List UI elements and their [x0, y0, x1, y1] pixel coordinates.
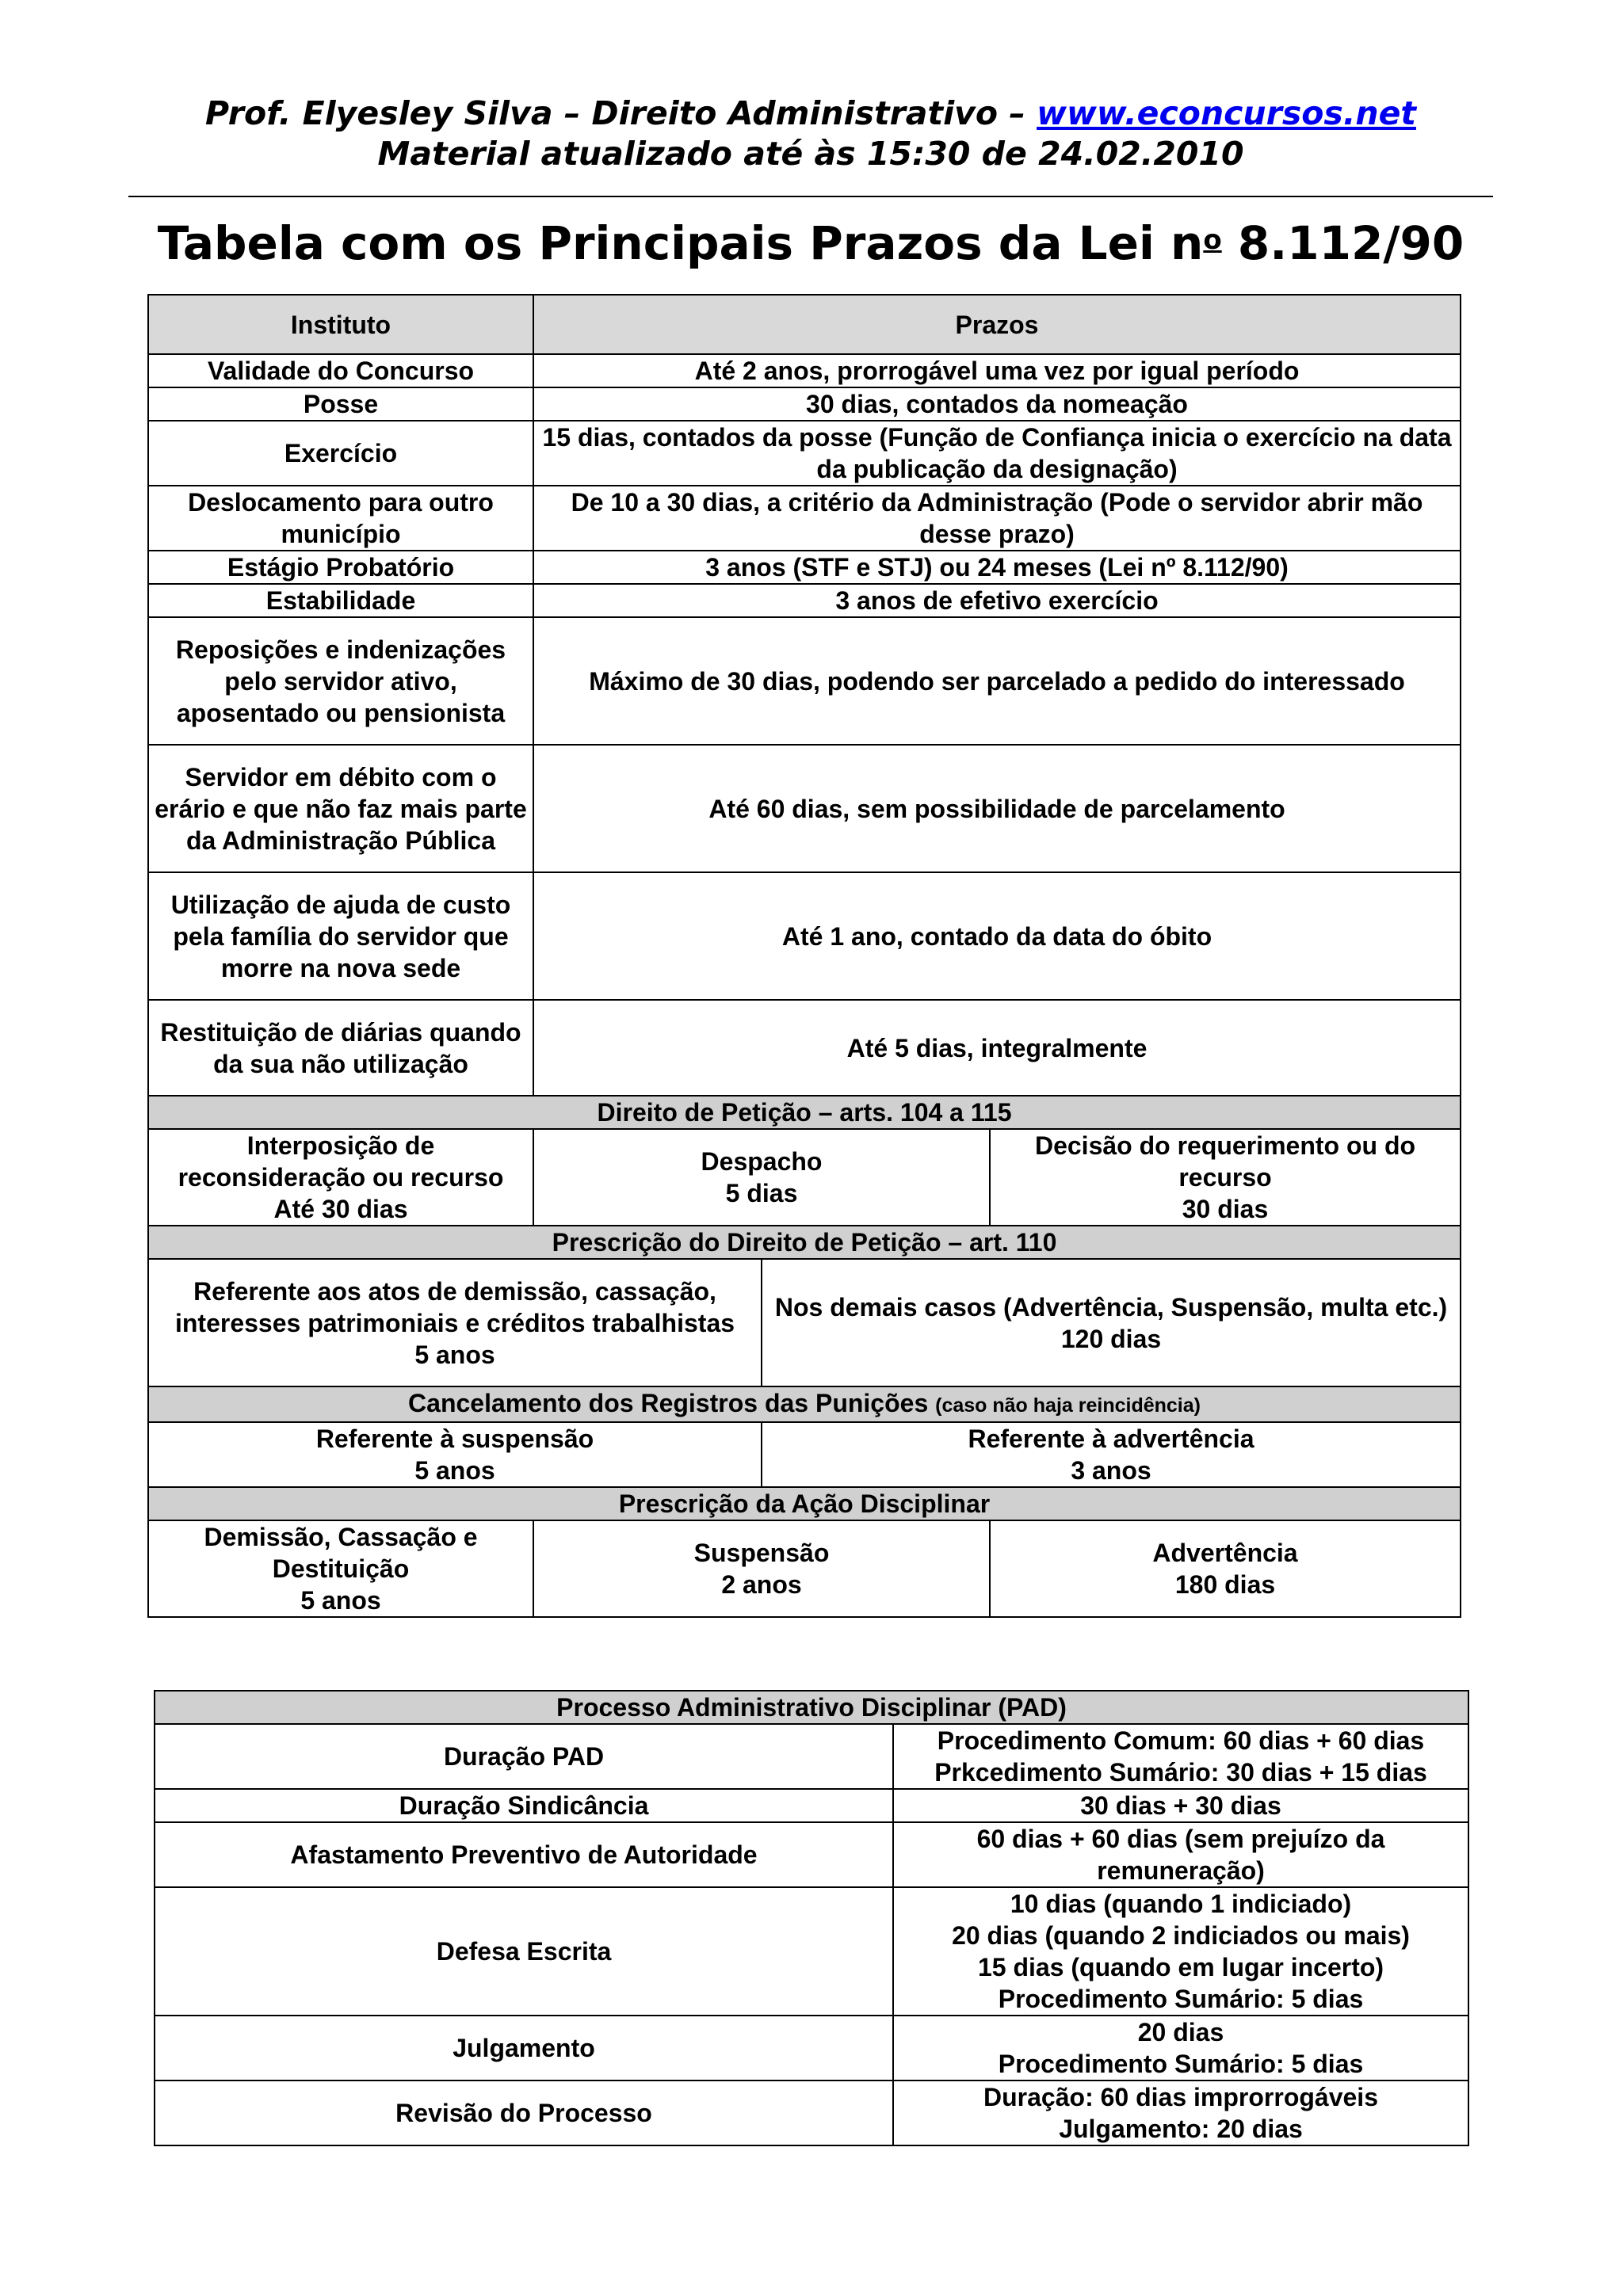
table-row [148, 551, 1461, 584]
section-title-prescricao-acao: Prescrição da Ação Disciplinar [148, 1487, 1461, 1520]
value-line: Procedimento Sumário: 5 dias [998, 2050, 1364, 2078]
prazo-cell: Até 60 dias, sem possibilidade de parcelamento [533, 745, 1461, 872]
cell-value: 3 anos [1071, 1456, 1151, 1485]
value-line: 30 dias + 30 dias [1080, 1791, 1281, 1820]
table-header-row [148, 295, 1461, 354]
prazo-cell: De 10 a 30 dias, a critério da Administração (Pode o servidor abrir mão desse prazo) [533, 486, 1461, 551]
table-row [148, 1422, 1461, 1487]
pad-table [154, 1690, 1469, 2146]
acao-demissao-cell [148, 1520, 533, 1617]
peticao-interposicao-cell [148, 1129, 533, 1226]
value-line: 10 dias (quando 1 indiciado) [1010, 1890, 1352, 1918]
value-line: Procedimento Comum: 60 dias + 60 dias [937, 1726, 1425, 1755]
header-rule [128, 196, 1493, 197]
cancelamento-suspensao-cell [148, 1422, 762, 1487]
title-law: 8.112/90 [1221, 216, 1465, 270]
table-row [155, 1724, 1468, 1789]
table-row [148, 1000, 1461, 1096]
value-line: 20 dias [1137, 2018, 1224, 2046]
instituto-cell: Servidor em débito com o erário e que não faz mais parte da Administração Pública [148, 745, 533, 872]
cell-label: Decisão do requerimento ou do recurso [1034, 1131, 1416, 1192]
cell-value: 5 anos [300, 1586, 381, 1615]
acao-advertencia-cell [990, 1520, 1461, 1617]
header-link[interactable]: www.econcursos.net [1037, 94, 1416, 132]
section-header-row [148, 1386, 1461, 1422]
instituto-cell: Reposições e indenizações pelo servidor ativo, aposentado ou pensionista [148, 617, 533, 745]
prazo-cell: Até 2 anos, prorrogável uma vez por igual período [533, 354, 1461, 387]
table-row [155, 1822, 1468, 1887]
value-line: Duração: 60 dias improrrogáveis [983, 2083, 1378, 2111]
prazo-cell: Até 5 dias, integralmente [533, 1000, 1461, 1096]
cell-value: 5 anos [414, 1340, 495, 1369]
cell-label: Referente à advertência [968, 1425, 1254, 1453]
page-title [128, 208, 1493, 279]
title-superscript: o [1203, 224, 1222, 256]
table-row [148, 421, 1461, 486]
table-row [155, 2016, 1468, 2081]
section-header-row [148, 1487, 1461, 1520]
pad-value-cell [893, 1822, 1468, 1887]
table-row [155, 2081, 1468, 2145]
cell-label: Suspensão [693, 1539, 830, 1567]
cancelamento-advertencia-cell [762, 1422, 1461, 1487]
cell-label: Despacho [701, 1147, 823, 1176]
acao-suspensao-cell [533, 1520, 990, 1617]
pad-title: Processo Administrativo Disciplinar (PAD) [155, 1691, 1468, 1724]
col-header-instituto: Instituto [148, 295, 533, 354]
header-author: Prof. Elyesley Silva – Direito Administrativo – [204, 94, 1037, 132]
section-title-peticao: Direito de Petição – arts. 104 a 115 [148, 1096, 1461, 1129]
cell-value: 5 dias [725, 1179, 798, 1207]
instituto-cell: Posse [148, 387, 533, 421]
prescricao-demissao-cell [148, 1259, 762, 1386]
value-line: Julgamento: 20 dias [1059, 2115, 1303, 2143]
prazos-table [147, 294, 1461, 1618]
pad-label-cell: Julgamento [155, 2016, 893, 2081]
section-title-prescricao-peticao: Prescrição do Direito de Petição – art. 110 [148, 1226, 1461, 1259]
table-row [155, 1789, 1468, 1822]
pad-label-cell: Duração PAD [155, 1724, 893, 1789]
value-line: 60 dias + 60 dias (sem prejuízo da remuneração) [976, 1825, 1385, 1885]
prescricao-demais-cell [762, 1259, 1461, 1386]
prazo-cell: 15 dias, contados da posse (Função de Confiança inicia o exercício na data da publicação da designação) [533, 421, 1461, 486]
value-line: Prkcedimento Sumário: 30 dias + 15 dias [934, 1758, 1427, 1787]
prazo-cell: 3 anos (STF e STJ) ou 24 meses (Lei nº 8.112/90) [533, 551, 1461, 584]
instituto-cell: Utilização de ajuda de custo pela família do servidor que morre na nova sede [148, 872, 533, 1000]
value-line: Procedimento Sumário: 5 dias [998, 1985, 1364, 2013]
cell-label: Interposição de reconsideração ou recurso [178, 1131, 504, 1192]
table-row [148, 1520, 1461, 1617]
pad-value-cell [893, 2081, 1468, 2145]
section-header-row [148, 1096, 1461, 1129]
pad-label-cell: Afastamento Preventivo de Autoridade [155, 1822, 893, 1887]
instituto-cell: Deslocamento para outro município [148, 486, 533, 551]
instituto-cell: Estágio Probatório [148, 551, 533, 584]
title-main: Tabela com os Principais Prazos da Lei n [157, 216, 1204, 270]
table-row [148, 1129, 1461, 1226]
section-title-cancelamento [148, 1386, 1461, 1422]
pad-value-cell [893, 2016, 1468, 2081]
cell-value: 2 anos [721, 1570, 802, 1599]
value-line: 15 dias (quando em lugar incerto) [977, 1953, 1384, 1981]
page-header [128, 93, 1493, 174]
table-row [148, 354, 1461, 387]
cell-label: Demissão, Cassação e Destituição [204, 1523, 478, 1583]
pad-label-cell: Revisão do Processo [155, 2081, 893, 2145]
section-title-text: Cancelamento dos Registros das Punições [408, 1389, 929, 1417]
peticao-decisao-cell [990, 1129, 1461, 1226]
peticao-despacho-cell [533, 1129, 990, 1226]
section-header-row [155, 1691, 1468, 1724]
instituto-cell: Restituição de diárias quando da sua não utilização [148, 1000, 533, 1096]
cell-value: Até 30 dias [273, 1195, 408, 1223]
table-row [148, 584, 1461, 617]
table-row [148, 1259, 1461, 1386]
section-title-note: (caso não haja reincidência) [935, 1394, 1201, 1417]
table-row [148, 486, 1461, 551]
instituto-cell: Estabilidade [148, 584, 533, 617]
pad-value-cell [893, 1724, 1468, 1789]
cell-label: Nos demais casos (Advertência, Suspensão, multa etc.) [774, 1292, 1448, 1322]
value-line: 20 dias (quando 2 indiciados ou mais) [952, 1921, 1410, 1950]
cell-value: 30 dias [1182, 1195, 1269, 1223]
pad-label-cell: Defesa Escrita [155, 1887, 893, 2016]
col-header-prazos: Prazos [533, 295, 1461, 354]
prazo-cell: Até 1 ano, contado da data do óbito [533, 872, 1461, 1000]
prazo-cell: 30 dias, contados da nomeação [533, 387, 1461, 421]
instituto-cell: Exercício [148, 421, 533, 486]
cell-value: 120 dias [1060, 1324, 1162, 1353]
cell-label: Advertência [1152, 1539, 1298, 1567]
pad-label-cell: Duração Sindicância [155, 1789, 893, 1822]
table-row [148, 872, 1461, 1000]
header-line-2: Material atualizado até às 15:30 de 24.02.2010 [377, 135, 1244, 173]
table-row [148, 387, 1461, 421]
pad-value-cell [893, 1887, 1468, 2016]
cell-value: 180 dias [1174, 1570, 1276, 1599]
prazo-cell: Máximo de 30 dias, podendo ser parcelado a pedido do interessado [533, 617, 1461, 745]
instituto-cell: Validade do Concurso [148, 354, 533, 387]
pad-value-cell [893, 1789, 1468, 1822]
table-row [155, 1887, 1468, 2016]
cell-label: Referente à suspensão [315, 1425, 594, 1453]
cell-label: Referente aos atos de demissão, cassação, interesses patrimoniais e créditos trabalhistas [174, 1276, 735, 1337]
header-line-1 [128, 93, 1493, 134]
table-row [148, 617, 1461, 745]
section-header-row [148, 1226, 1461, 1259]
prazo-cell: 3 anos de efetivo exercício [533, 584, 1461, 617]
cell-value: 5 anos [414, 1456, 495, 1485]
table-row [148, 745, 1461, 872]
